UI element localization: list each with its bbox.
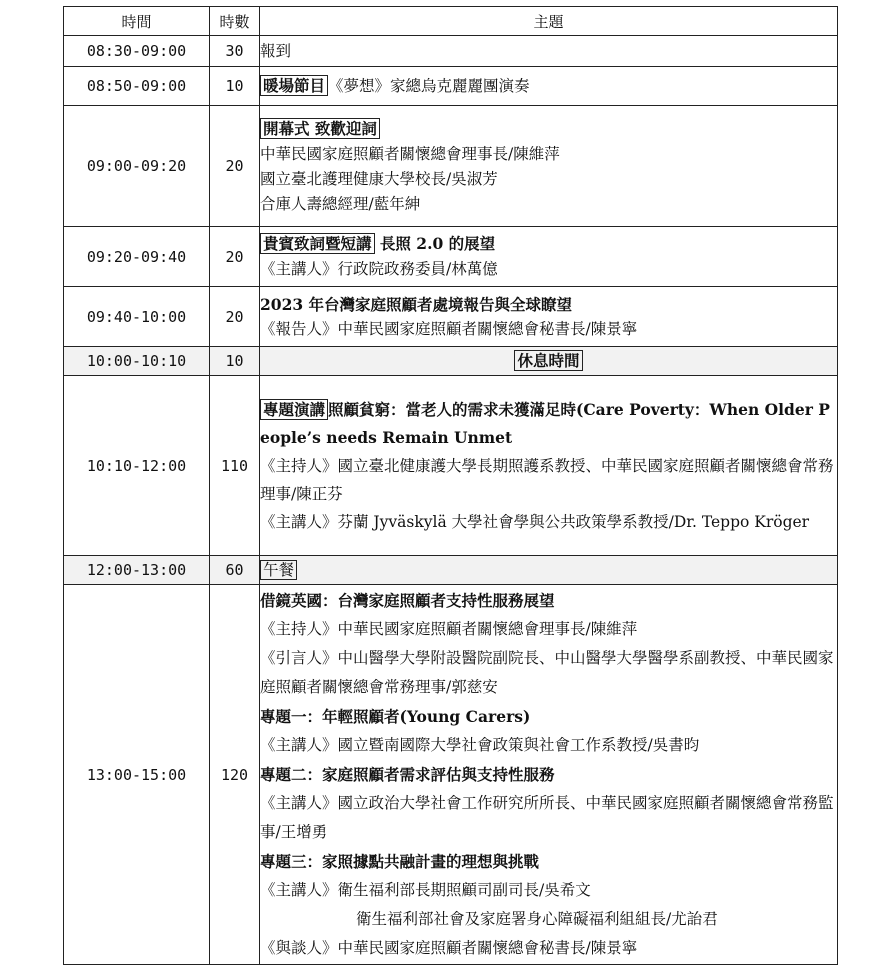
time-cell: 13:00-15:00 <box>64 585 210 965</box>
header-time: 時間 <box>64 7 210 36</box>
topic-cell <box>260 287 838 347</box>
subtopic-title: 專題三：家照據點共融計畫的理想與挑戰 <box>260 852 540 871</box>
agenda-table <box>63 6 838 965</box>
speaker-line: 《主講人》國立暨南國際大學社會政策與社會工作系教授/吳書昀 <box>260 736 700 754</box>
session-tag: 貴賓致詞暨短講 <box>260 233 375 254</box>
hours-cell: 20 <box>210 227 260 287</box>
session-tag: 開幕式 致歡迎詞 <box>260 118 380 139</box>
topic-title: 借鏡英國：台灣家庭照顧者支持性服務展望 <box>260 591 555 610</box>
topic-text: 《夢想》家總烏克麗麗團演奏 <box>328 77 530 95</box>
speaker-line: 國立臺北護理健康大學校長/吳淑芳 <box>260 169 498 188</box>
break-label: 休息時間 <box>514 350 582 371</box>
lunch-label: 午餐 <box>260 560 297 580</box>
speaker-line: 合庫人壽總經理/藍年紳 <box>260 194 421 213</box>
table-row <box>64 227 838 287</box>
hours-cell: 20 <box>210 106 260 227</box>
topic-cell <box>260 556 838 585</box>
speaker-line: 《報告人》中華民國家庭照顧者關懷總會秘書長/陳景寧 <box>260 319 638 338</box>
table-row <box>64 287 838 347</box>
table-row <box>64 67 838 106</box>
time-cell: 12:00-13:00 <box>64 556 210 585</box>
table-row <box>64 347 838 376</box>
table-row <box>64 585 838 965</box>
topic-title: 2023 年台灣家庭照顧者處境報告與全球瞭望 <box>260 294 573 314</box>
topic-title: 長照 2.0 的展望 <box>374 234 496 253</box>
hours-cell: 10 <box>210 67 260 106</box>
time-cell: 10:00-10:10 <box>64 347 210 376</box>
topic-cell <box>260 585 838 965</box>
topic-title: 照顧貧窮：當老人的需求未獲滿足時(Care Poverty：When Older People’s needs Remain Unmet <box>260 399 830 447</box>
time-cell: 09:40-10:00 <box>64 287 210 347</box>
hours-cell: 60 <box>210 556 260 585</box>
table-row <box>64 36 838 67</box>
time-cell: 08:50-09:00 <box>64 67 210 106</box>
hours-cell: 30 <box>210 36 260 67</box>
table-row <box>64 376 838 556</box>
header-topic: 主題 <box>260 7 838 36</box>
panelist-line: 《與談人》中華民國家庭照顧者關懷總會秘書長/陳景寧 <box>260 939 638 957</box>
topic-text: 報到 <box>260 41 292 60</box>
topic-cell <box>260 67 838 106</box>
speaker-line: 《主講人》行政院政務委員/林萬億 <box>260 260 498 278</box>
session-tag: 暖場節目 <box>260 75 328 96</box>
time-cell: 09:00-09:20 <box>64 106 210 227</box>
speaker-line: 《主講人》國立政治大學社會工作研究所所長、中華民國家庭照顧者關懷總會常務監事/王增勇 <box>260 794 834 841</box>
table-row <box>64 106 838 227</box>
hours-cell: 110 <box>210 376 260 556</box>
hours-cell: 20 <box>210 287 260 347</box>
topic-cell <box>260 376 838 556</box>
time-cell: 08:30-09:00 <box>64 36 210 67</box>
host-line: 《主持人》中華民國家庭照顧者關懷總會理事長/陳維萍 <box>260 620 638 638</box>
speaker-line: 衛生福利部社會及家庭署身心障礙福利組組長/尤詒君 <box>356 910 718 928</box>
host-line: 《主持人》國立臺北健康護大學長期照護系教授、中華民國家庭照顧者關懷總會常務理事/陳正芬 <box>260 456 834 503</box>
hours-cell: 120 <box>210 585 260 965</box>
hours-cell: 10 <box>210 347 260 376</box>
topic-cell <box>260 227 838 287</box>
table-row <box>64 556 838 585</box>
header-hours: 時數 <box>210 7 260 36</box>
time-cell: 09:20-09:40 <box>64 227 210 287</box>
speaker-line: 《主講人》衛生福利部長期照顧司副司長/吳希文 <box>260 881 591 899</box>
subtopic-title: 專題一：年輕照顧者(Young Carers) <box>260 707 531 726</box>
speaker-line: 中華民國家庭照顧者關懷總會理事長/陳維萍 <box>260 144 560 163</box>
topic-cell <box>260 347 838 376</box>
topic-cell <box>260 106 838 227</box>
topic-cell <box>260 36 838 67</box>
subtopic-title: 專題二：家庭照顧者需求評估與支持性服務 <box>260 765 555 784</box>
time-cell: 10:10-12:00 <box>64 376 210 556</box>
intro-line: 《引言人》中山醫學大學附設醫院副院長、中山醫學大學醫學系副教授、中華民國家庭照顧者關懷總會常務理事/郭慈安 <box>260 649 834 696</box>
header-row <box>64 7 838 36</box>
session-tag: 專題演講 <box>260 399 328 420</box>
speaker-line: 《主講人》芬蘭 Jyväskylä 大學社會學與公共政策學系教授/Dr. Teppo Kröger <box>260 512 810 531</box>
